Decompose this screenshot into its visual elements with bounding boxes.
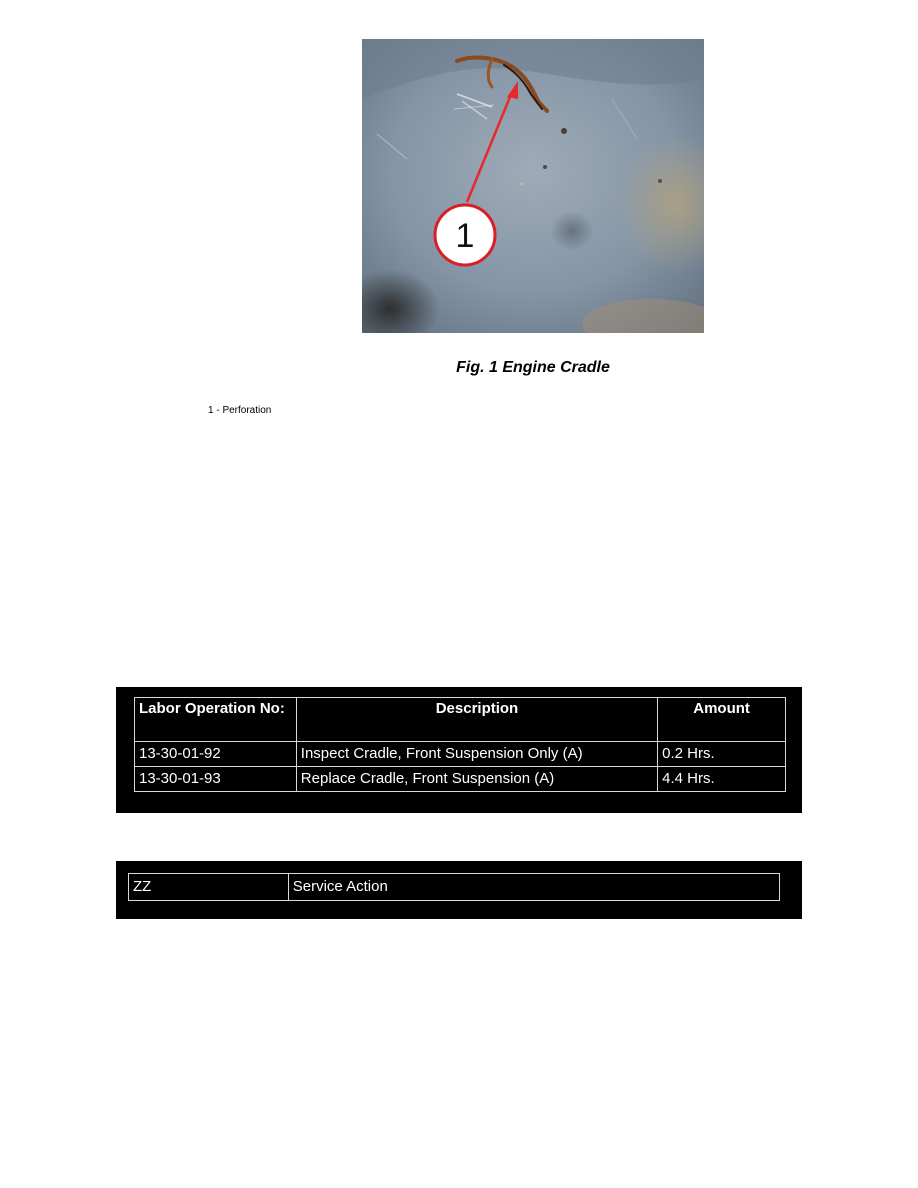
figure-legend: 1 - Perforation [208,405,272,416]
engine-cradle-image [362,39,704,333]
table-row [135,767,786,792]
table-row [135,742,786,767]
operation-amount: 0.2 Hrs. [658,742,786,767]
labor-operations-panel [116,687,802,813]
figure-caption: Fig. 1 Engine Cradle [456,359,610,376]
engine-cradle-photo [362,39,704,333]
header-labor-operation: Labor Operation No: [135,698,297,742]
labor-operations-table [134,697,786,792]
operation-amount: 4.4 Hrs. [658,767,786,792]
claim-code-label: Service Action [288,874,779,901]
table-row [129,874,780,901]
claim-code: ZZ [129,874,289,901]
operation-description: Replace Cradle, Front Suspension (A) [296,767,657,792]
claim-code-table [128,873,780,901]
callout-number: 1 [455,217,475,255]
header-amount: Amount [658,698,786,742]
operation-number: 13-30-01-92 [135,742,297,767]
table-header-row [135,698,786,742]
claim-code-panel [116,861,802,919]
operation-description: Inspect Cradle, Front Suspension Only (A) [296,742,657,767]
operation-number: 13-30-01-93 [135,767,297,792]
header-description: Description [296,698,657,742]
